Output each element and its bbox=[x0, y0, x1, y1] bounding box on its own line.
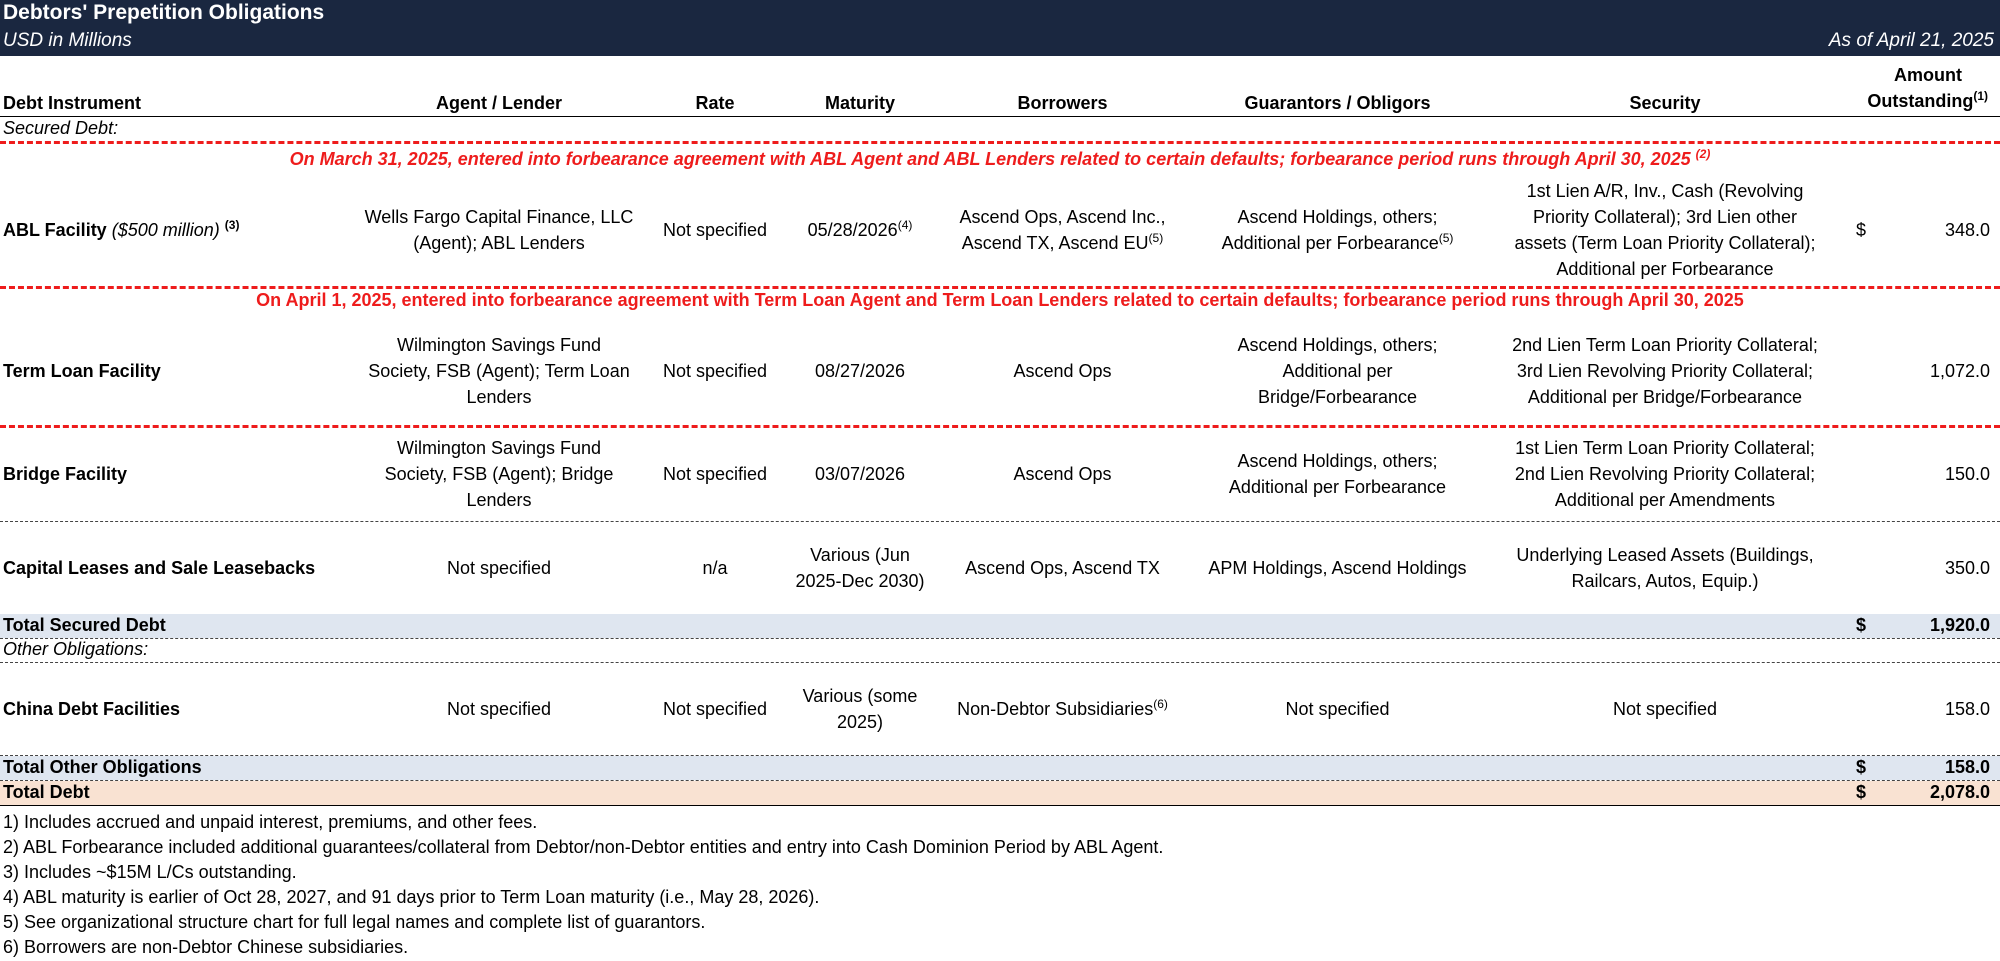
abl-instrument-detail: ($500 million) bbox=[111, 220, 220, 240]
china-borrowers-sup: (6) bbox=[1153, 697, 1168, 711]
col-amount-line1: Amount bbox=[1894, 65, 1962, 85]
term-agent-line: Lenders bbox=[466, 387, 532, 407]
abl-borrowers-line2 bbox=[962, 230, 1163, 256]
leases-maturity bbox=[780, 523, 940, 613]
bridge-security-line: Additional per Amendments bbox=[1554, 490, 1776, 510]
abl-rate: Not specified bbox=[662, 220, 768, 240]
bridge-agent-line: Wilmington Savings Fund bbox=[396, 438, 602, 458]
leases-security-line: Railcars, Autos, Equip.) bbox=[1571, 571, 1759, 591]
bridge-amount: 150.0 bbox=[1944, 464, 1990, 484]
abl-borrowers-line: Ascend TX, Ascend EU bbox=[961, 233, 1149, 253]
col-guarantors: Guarantors / Obligors bbox=[1244, 93, 1431, 113]
term-agent-line: Society, FSB (Agent); Term Loan bbox=[368, 361, 630, 381]
term-guarantors-line: Ascend Holdings, others; bbox=[1237, 335, 1438, 355]
bridge-security-line: 2nd Lien Revolving Priority Collateral; bbox=[1514, 464, 1816, 484]
col-agent-lender: Agent / Lender bbox=[435, 93, 562, 113]
total-secured-debt-row bbox=[0, 614, 2000, 638]
bridge-security-line: 1st Lien Term Loan Priority Collateral; bbox=[1515, 438, 1815, 458]
china-instrument: China Debt Facilities bbox=[3, 699, 181, 719]
column-header-row bbox=[0, 58, 2000, 116]
col-amount-sup: (1) bbox=[1973, 89, 1988, 103]
table-row-capital-leases bbox=[0, 523, 2000, 613]
col-security: Security bbox=[1629, 93, 1701, 113]
term-guarantors-line: Bridge/Forbearance bbox=[1257, 387, 1418, 407]
abl-security-line: Priority Collateral); 3rd Lien other bbox=[1532, 207, 1798, 227]
total-other-value: 158.0 bbox=[1944, 757, 1990, 777]
bridge-agent bbox=[348, 428, 650, 520]
bridge-guarantors bbox=[1185, 428, 1490, 520]
col-rate: Rate bbox=[695, 93, 735, 113]
china-borrowers bbox=[940, 664, 1185, 754]
col-borrowers: Borrowers bbox=[1017, 93, 1108, 113]
leases-borrowers: Ascend Ops, Ascend TX bbox=[965, 558, 1160, 578]
leases-security bbox=[1490, 523, 1840, 613]
leases-security-line: Underlying Leased Assets (Buildings, bbox=[1516, 545, 1814, 565]
abl-security-line: assets (Term Loan Priority Collateral); bbox=[1514, 233, 1816, 253]
china-amount: 158.0 bbox=[1944, 699, 1990, 719]
total-debt-value: 2,078.0 bbox=[1929, 782, 1990, 802]
abl-agent-line: Wells Fargo Capital Finance, LLC bbox=[364, 207, 634, 227]
total-other-obligations-row bbox=[0, 756, 2000, 780]
abl-amount: 348.0 bbox=[1944, 220, 1990, 240]
report-header bbox=[0, 0, 2000, 56]
total-debt-label: Total Debt bbox=[3, 782, 90, 802]
term-instrument: Term Loan Facility bbox=[3, 361, 161, 381]
term-forbearance-note: On April 1, 2025, entered into forbearance agreement with Term Loan Agent and Term Loan Lenders related to certain defaults; forbearance period runs through April 30, 2025 bbox=[256, 290, 1744, 310]
table-row-bridge bbox=[0, 428, 2000, 520]
abl-maturity bbox=[780, 176, 940, 284]
total-secured-value: 1,920.0 bbox=[1929, 615, 1990, 635]
china-maturity-line: 2025) bbox=[836, 712, 884, 732]
term-security-line: 3rd Lien Revolving Priority Collateral; bbox=[1516, 361, 1814, 381]
table-row-term-loan bbox=[0, 318, 2000, 424]
abl-guarantors-line: Additional per Forbearance bbox=[1221, 233, 1439, 253]
row-divider bbox=[0, 638, 2000, 639]
abl-dollar-sign: $ bbox=[1856, 219, 1867, 240]
red-divider bbox=[0, 141, 2000, 144]
col-maturity: Maturity bbox=[824, 93, 895, 113]
bridge-instrument: Bridge Facility bbox=[3, 464, 128, 484]
total-debt-underline bbox=[0, 805, 2000, 806]
abl-borrowers-sup: (5) bbox=[1148, 231, 1164, 245]
leases-rate: n/a bbox=[702, 558, 728, 578]
abl-forbearance-note bbox=[0, 149, 2000, 170]
abl-guarantors-sup: (5) bbox=[1438, 231, 1454, 245]
abl-security bbox=[1490, 176, 1840, 284]
term-agent-line: Wilmington Savings Fund bbox=[396, 335, 602, 355]
abl-guarantors bbox=[1185, 176, 1490, 284]
china-borrowers-text: Non-Debtor Subsidiaries bbox=[957, 699, 1154, 719]
table-row-china-debt bbox=[0, 664, 2000, 754]
leases-amount: 350.0 bbox=[1944, 558, 1990, 578]
row-divider bbox=[0, 521, 2000, 522]
section-other-obligations: Other Obligations: bbox=[3, 639, 149, 659]
term-maturity: 08/27/2026 bbox=[814, 361, 906, 381]
section-secured-debt: Secured Debt: bbox=[3, 118, 119, 138]
total-other-dollar: $ bbox=[1856, 757, 1867, 777]
header-underline bbox=[0, 116, 2000, 117]
term-borrowers: Ascend Ops bbox=[1013, 361, 1112, 381]
abl-guarantors-line: Ascend Holdings, others; bbox=[1237, 207, 1438, 227]
abl-maturity-date: 05/28/2026 bbox=[807, 220, 898, 240]
leases-maturity-line: Various (Jun bbox=[810, 545, 910, 565]
bridge-agent-line: Society, FSB (Agent); Bridge bbox=[384, 464, 614, 484]
abl-agent-line: (Agent); ABL Lenders bbox=[413, 233, 585, 253]
bridge-maturity: 03/07/2026 bbox=[814, 464, 906, 484]
bridge-borrowers: Ascend Ops bbox=[1013, 464, 1112, 484]
total-debt-row bbox=[0, 781, 2000, 805]
term-guarantors-line: Additional per bbox=[1282, 361, 1393, 381]
footnote: 3) Includes ~$15M L/Cs outstanding. bbox=[3, 862, 297, 882]
term-security bbox=[1490, 318, 1840, 424]
term-rate: Not specified bbox=[662, 361, 768, 381]
abl-security-line: 1st Lien A/R, Inv., Cash (Revolving bbox=[1526, 181, 1804, 201]
bridge-guarantors-line: Additional per Forbearance bbox=[1228, 477, 1447, 497]
bridge-security bbox=[1490, 428, 1840, 520]
abl-borrowers bbox=[940, 176, 1185, 284]
col-debt-instrument: Debt Instrument bbox=[3, 93, 142, 113]
abl-agent bbox=[348, 176, 650, 284]
china-guarantors: Not specified bbox=[1285, 699, 1390, 719]
abl-security-line: Additional per Forbearance bbox=[1556, 259, 1774, 279]
col-amount-outstanding bbox=[1840, 58, 2000, 116]
china-maturity bbox=[780, 664, 940, 754]
bridge-agent-line: Lenders bbox=[466, 490, 532, 510]
footnotes bbox=[3, 810, 1163, 960]
red-divider bbox=[0, 286, 2000, 289]
abl-maturity-sup: (4) bbox=[897, 218, 913, 232]
abl-guarantors-line2 bbox=[1222, 230, 1454, 256]
abl-forbearance-text: On March 31, 2025, entered into forbearance agreement with ABL Agent and ABL Lenders related to certain defaults; forbearance period runs through April 30, 2025 bbox=[289, 149, 1691, 169]
total-debt-dollar: $ bbox=[1856, 782, 1867, 802]
report-title: Debtors' Prepetition Obligations bbox=[3, 1, 325, 24]
leases-maturity-line: 2025-Dec 2030) bbox=[795, 571, 925, 591]
total-other-label: Total Other Obligations bbox=[3, 757, 202, 777]
table-row-abl bbox=[0, 176, 2000, 284]
as-of-date: As of April 21, 2025 bbox=[1828, 30, 1994, 51]
col-amount-line2 bbox=[1867, 88, 1988, 114]
footnote: 1) Includes accrued and unpaid interest, premiums, and other fees. bbox=[3, 812, 538, 832]
bridge-guarantors-line: Ascend Holdings, others; bbox=[1237, 451, 1438, 471]
total-secured-label: Total Secured Debt bbox=[3, 615, 166, 635]
leases-guarantors: APM Holdings, Ascend Holdings bbox=[1208, 558, 1467, 578]
term-security-line: 2nd Lien Term Loan Priority Collateral; bbox=[1512, 335, 1818, 355]
china-agent: Not specified bbox=[446, 699, 552, 719]
leases-agent: Not specified bbox=[446, 558, 552, 578]
footnote: 4) ABL maturity is earlier of Oct 28, 2027, and 91 days prior to Term Loan maturity (i.e., May 28, 2026). bbox=[3, 887, 820, 907]
abl-forbearance-sup: (2) bbox=[1695, 147, 1711, 161]
bridge-rate: Not specified bbox=[662, 464, 768, 484]
units-label: USD in Millions bbox=[3, 30, 132, 51]
abl-instrument-name: ABL Facility bbox=[3, 220, 107, 240]
footnote: 5) See organizational structure chart for full legal names and complete list of guarantors. bbox=[3, 912, 706, 932]
leases-instrument: Capital Leases and Sale Leasebacks bbox=[3, 558, 316, 578]
term-amount: 1,072.0 bbox=[1929, 361, 1990, 381]
term-security-line: Additional per Bridge/Forbearance bbox=[1527, 387, 1803, 407]
footnote: 6) Borrowers are non-Debtor Chinese subsidiaries. bbox=[3, 937, 409, 957]
china-security: Not specified bbox=[1612, 699, 1718, 719]
footnote: 2) ABL Forbearance included additional guarantees/collateral from Debtor/non-Debtor entities and entry into Cash Dominion Period by ABL Agent. bbox=[3, 837, 1164, 857]
china-maturity-line: Various (some bbox=[802, 686, 918, 706]
row-divider bbox=[0, 662, 2000, 663]
abl-instrument-sup: (3) bbox=[224, 218, 240, 232]
term-guarantors bbox=[1185, 318, 1490, 424]
abl-instrument bbox=[0, 176, 343, 284]
total-secured-dollar: $ bbox=[1856, 615, 1867, 635]
china-rate: Not specified bbox=[662, 699, 768, 719]
term-agent bbox=[348, 318, 650, 424]
abl-borrowers-line: Ascend Ops, Ascend Inc., bbox=[959, 207, 1166, 227]
col-amount-line2-text: Outstanding bbox=[1867, 91, 1974, 111]
